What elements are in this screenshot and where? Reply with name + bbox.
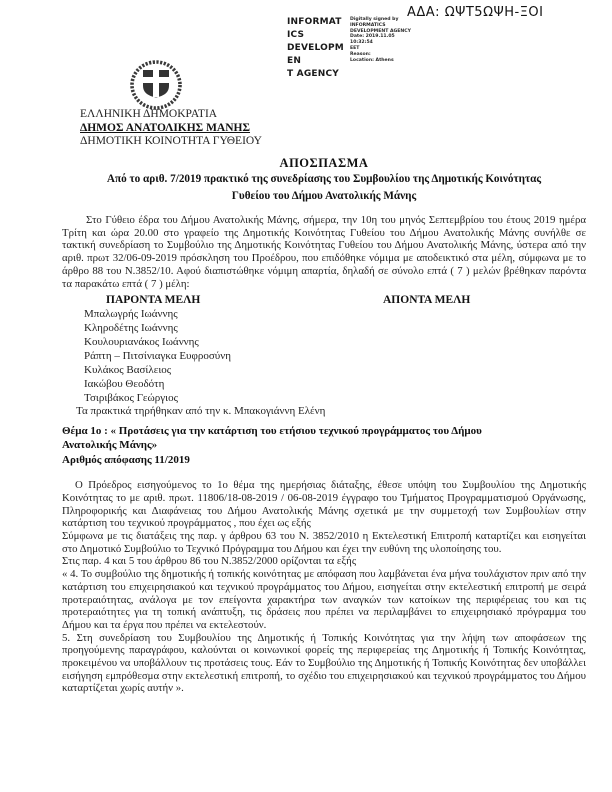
signature-details [350, 16, 412, 81]
letterhead [80, 108, 262, 149]
signature-detail-line: Digitally signed by [350, 17, 399, 22]
document-subtitle-line2: Γυθείου του Δήμου Ανατολικής Μάνης [231, 190, 417, 202]
document-body [62, 156, 586, 695]
hellenic-republic-emblem-icon [129, 60, 183, 110]
present-members-column [62, 293, 362, 405]
ada-code: ΑΔΑ: ΩΨΤ5ΩΨΗ-ΞΟΙ [407, 5, 544, 20]
topic-title-line2: Ανατολικής Μάνης» [62, 439, 158, 452]
absent-members-header: ΑΠΟΝΤΑ ΜΕΛΗ [383, 294, 471, 307]
letterhead-municipality: ΔΗΜΟΣ ΑΝΑΤΟΛΙΚΗΣ ΜΑΝΗΣ [80, 121, 251, 134]
letterhead-community: ΔΗΜΟΤΙΚΗ ΚΟΙΝΟΤΗΤΑ ΓΥΘΕΙΟΥ [80, 135, 262, 147]
digital-signature-stamp [287, 16, 412, 81]
signature-detail-line: Reason: [350, 51, 371, 57]
signature-detail-line: EET [350, 45, 360, 51]
member-name: Κυλάκος Βασίλειος [84, 364, 172, 377]
body-paragraph-1: Ο Πρόεδρος εισηγούμενος το 1ο θέμα της ημερήσιας διάταξης, έθεσε υπόψη του Συμβουλίου της Δημοτικής Κοινότητας το με αριθ. πρωτ. 11806/18-08-2019 / 06-08-2019 έγγραφο του Τμήματος Προγραμματισμού Οργάνωσης, Πληροφορικής και Διαφάνειας του Δήμου Ανατολικής Μάνης σχετικά με την συμμετοχή των Συμβουλίων στην κατάρτιση του τεχνικού προγράμματος , που έχει ως εξής [62, 479, 586, 530]
present-members-header: ΠΑΡΟΝΤΑ ΜΕΛΗ [106, 294, 201, 307]
document-title: ΑΠΟΣΠΑΣΜΑ [279, 156, 369, 170]
intro-paragraph: Στο Γύθειο έδρα του Δήμου Ανατολικής Μάνης, σήμερα, την 10η του μηνός Σεπτεμβρίου του έτους 2019 ημέρα Τρίτη και ώρα 20.00 στο γραφείο της Δημοτικής Κοινότητας Γυθείου του Δήμου Ανατολικής Μάνης συνήλθε σε τακτική συνεδρίαση το Συμβούλιο της Δημοτικής Κοινότητας Γυθείου του Δήμου Ανατολικής Μάνης, ύστερα από την αριθ. πρωτ 32/06-09-2019 πρόσκληση του Προέδρου, που επιδόθηκε νόμιμα με αποδεικτικό στα μέλη, σύμφωνα με το άρθρο 88 του Ν.3852/10. Αφού διαπιστώθηκε νόμιμη απαρτία, δηλαδή σε σύνολο επτά ( 7 ) μελών βρέθηκαν παρόντα τα παρακάτω επτά ( 7 ) μέλη: [62, 214, 586, 290]
signature-agency-line: INFORMATICS [287, 17, 342, 40]
topic-title-line1: Θέμα 1ο : « Προτάσεις για την κατάρτιση του ετήσιου τεχνικού προγράμματος του Δήμου [62, 424, 482, 437]
document-subtitle-line1: Από το αριθ. 7/2019 πρακτικό της συνεδρίασης του Συμβουλίου της Δημοτικής Κοινότητας [106, 173, 542, 185]
signature-agency-line: T AGENCY [287, 69, 340, 79]
member-name: Μπαλωγρής Ιωάννης [84, 308, 178, 321]
absent-members-column [362, 293, 586, 405]
topic-section [62, 424, 586, 468]
signature-agency-name [287, 16, 345, 81]
signature-detail-line: INFORMATICS [350, 22, 386, 28]
members-section [62, 293, 586, 405]
member-name: Τσιριβάκος Γεώργιος [84, 392, 178, 405]
signature-detail-line: Location: Athens [350, 57, 394, 63]
signature-agency-line: DEVELOPMEN [287, 43, 344, 66]
member-name: Κληροδέτης Ιωάννης [84, 322, 178, 335]
member-name: Κουλουριανάκος Ιωάννης [84, 336, 199, 349]
body-paragraph-2: Σύμφωνα με τις διατάξεις της παρ. γ άρθρου 63 του Ν. 3852/2010 η Εκτελεστική Επιτροπή καταρτίζει και εισηγείται στο Δημοτικό Συμβούλιο το Τεχνικό Πρόγραμμα του Δήμου και έχει την ευθύνη της υλοποίησης του. [62, 530, 586, 555]
decision-number: Αριθμός απόφασης 11/2019 [62, 453, 190, 466]
minutes-keeper-note: Τα πρακτικά τηρήθηκαν από την κ. Μπακογιάννη Ελένη [76, 405, 326, 418]
member-name: Ιακώβου Θεοδότη [84, 378, 165, 391]
body-paragraph-3: Στις παρ. 4 και 5 του άρθρου 86 του Ν.3852/2000 ορίζονται τα εξής [62, 555, 357, 568]
signature-detail-line: DEVELOPMENT AGENCY [350, 28, 411, 34]
letterhead-republic: ΕΛΛΗΝΙΚΗ ΔΗΜΟΚΡΑΤΙΑ [80, 108, 218, 120]
signature-detail-line: Date: 2019.11.05 10:32:54 [350, 34, 395, 46]
body-paragraph-4: « 4. Το συμβούλιο της δημοτικής ή τοπικής κοινότητας με απόφαση που λαμβάνεται ένα μήνα τουλάχιστον πριν από την κατάρτιση του επιχειρησιακού και τεχνικού προγράμματος του Δήμου, εισηγείται στην εκτελεστική επιτροπή με σειρά προτεραιότητας, ανάλογα με τον επείγοντα χαρακτήρα των αναγκών των κατοίκων της περιφέρειας του και τις προτεραιότητες για τη τοπική ανάπτυξη, τις δράσεις που πρέπει να περιλαμβάνει το επιχειρησιακό πρόγραμμα του Δήμου και τα έργα που πρέπει να εκτελεστούν. [62, 568, 586, 631]
body-paragraph-5: 5. Στη συνεδρίαση του Συμβουλίου της Δημοτικής ή Τοπικής Κοινότητας για την λήψη των αποφάσεων της προηγούμενης παραγράφου, καλούνται οι κοινωνικοί φορείς της περιφερείας της Δημοτικής ή Τοπικής Κοινότητας, προκειμένου να υποβάλλουν τις προτάσεις τους. Εάν το Συμβούλιο της Δημοτικής ή Τοπικής Κοινότητας δεν υποβάλλει εισήγηση εμπρόθεσμα στην εκτελεστική επιτροπή, το σχέδιο του επιχειρησιακού και τεχνικού προγράμματος του Δήμου καταρτίζεται χωρίς αυτήν ». [62, 631, 586, 695]
member-name: Ράπτη – Πιτσίνιαγκα Ευφροσύνη [84, 350, 231, 363]
